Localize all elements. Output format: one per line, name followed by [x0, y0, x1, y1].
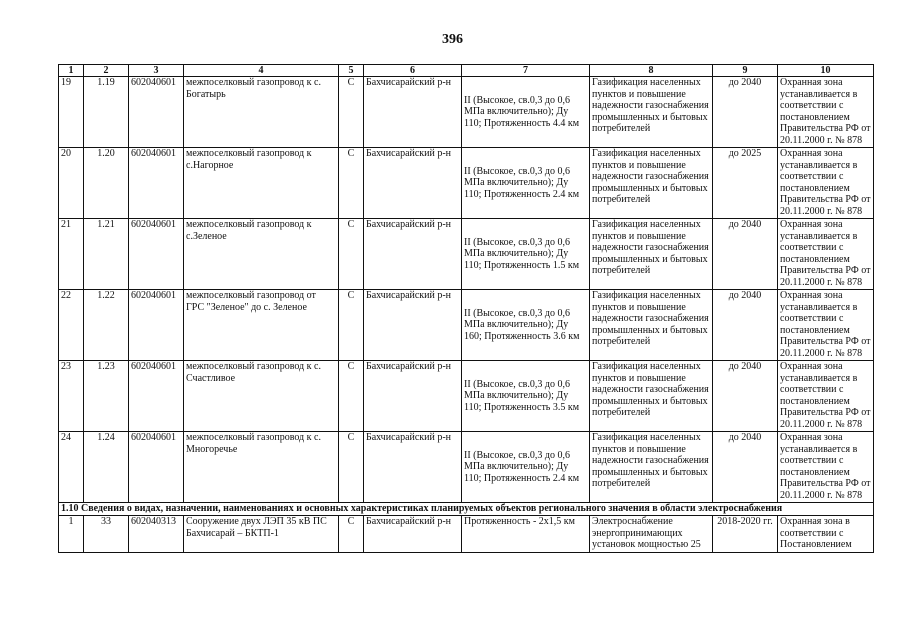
table-row — [59, 432, 874, 503]
object-purpose: Газификация населенных пунктов и повышение надежности газоснабжения промышленных и бытовых потребителей — [590, 290, 713, 361]
object-purpose: Газификация населенных пунктов и повышение надежности газоснабжения промышленных и бытовых потребителей — [590, 148, 713, 219]
object-status: С — [339, 290, 364, 361]
object-deadline: 2018-2020 гг. — [713, 516, 778, 553]
column-header: 5 — [339, 65, 364, 77]
object-purpose: Газификация населенных пунктов и повышение надежности газоснабжения промышленных и бытовых потребителей — [590, 219, 713, 290]
object-name: межпоселковый газопровод к с. Многоречье — [184, 432, 339, 503]
object-protection-zone: Охранная зона в соответствии с Постановлением — [778, 516, 874, 553]
object-deadline: до 2040 — [713, 361, 778, 432]
object-status: С — [339, 361, 364, 432]
table-row — [59, 148, 874, 219]
object-characteristics: II (Высокое, св.0,3 до 0,6 МПа включительно); Ду 110; Протяженность 4.4 км — [462, 77, 590, 148]
object-status: С — [339, 219, 364, 290]
header-row — [59, 65, 874, 77]
object-name: межпоселковый газопровод к с. Богатырь — [184, 77, 339, 148]
object-characteristics: II (Высокое, св.0,3 до 0,6 МПа включительно); Ду 160; Протяженность 3.6 км — [462, 290, 590, 361]
item-index: 1.22 — [84, 290, 129, 361]
column-header: 2 — [84, 65, 129, 77]
object-name: Сооружение двух ЛЭП 35 кВ ПС Бахчисарай – БКТП-1 — [184, 516, 339, 553]
column-header: 4 — [184, 65, 339, 77]
row-number: 1 — [59, 516, 84, 553]
item-index: 33 — [84, 516, 129, 553]
table-row — [59, 219, 874, 290]
planning-table — [58, 64, 874, 553]
row-number: 21 — [59, 219, 84, 290]
object-deadline: до 2025 — [713, 148, 778, 219]
object-location: Бахчисарайский р-н — [364, 219, 462, 290]
object-purpose: Электроснабжение энергопринимающих установок мощностью 25 — [590, 516, 713, 553]
row-number: 19 — [59, 77, 84, 148]
row-number: 23 — [59, 361, 84, 432]
object-location: Бахчисарайский р-н — [364, 432, 462, 503]
page-number: 396 — [442, 32, 463, 47]
object-deadline: до 2040 — [713, 77, 778, 148]
object-purpose: Газификация населенных пунктов и повышение надежности газоснабжения промышленных и бытовых потребителей — [590, 77, 713, 148]
object-location: Бахчисарайский р-н — [364, 361, 462, 432]
object-characteristics: II (Высокое, св.0,3 до 0,6 МПа включительно); Ду 110; Протяженность 2.4 км — [462, 148, 590, 219]
object-location: Бахчисарайский р-н — [364, 290, 462, 361]
object-protection-zone: Охранная зона устанавливается в соответствии с постановлением Правительства РФ от 20.11.2000 г. № 878 — [778, 432, 874, 503]
object-code: 602040601 — [129, 290, 184, 361]
column-header: 10 — [778, 65, 874, 77]
object-name: межпоселковый газопровод к с. Счастливое — [184, 361, 339, 432]
table-row — [59, 516, 874, 553]
object-code: 602040601 — [129, 432, 184, 503]
object-status: С — [339, 148, 364, 219]
object-name: межпоселковый газопровод к с.Нагорное — [184, 148, 339, 219]
object-name: межпоселковый газопровод к с.Зеленое — [184, 219, 339, 290]
item-index: 1.20 — [84, 148, 129, 219]
object-status: С — [339, 516, 364, 553]
section-title: 1.10 Сведения о видах, назначении, наименованиях и основных характеристиках планируемых объектов регионального значения в области электроснабжения — [59, 503, 874, 516]
item-index: 1.24 — [84, 432, 129, 503]
item-index: 1.23 — [84, 361, 129, 432]
object-protection-zone: Охранная зона устанавливается в соответствии с постановлением Правительства РФ от 20.11.2000 г. № 878 — [778, 148, 874, 219]
object-purpose: Газификация населенных пунктов и повышение надежности газоснабжения промышленных и бытовых потребителей — [590, 361, 713, 432]
row-number: 20 — [59, 148, 84, 219]
item-index: 1.21 — [84, 219, 129, 290]
column-header: 3 — [129, 65, 184, 77]
column-header: 7 — [462, 65, 590, 77]
object-name: межпоселковый газопровод от ГРС "Зеленое" до с. Зеленое — [184, 290, 339, 361]
object-characteristics: II (Высокое, св.0,3 до 0,6 МПа включительно); Ду 110; Протяженность 3.5 км — [462, 361, 590, 432]
object-code: 602040601 — [129, 148, 184, 219]
object-protection-zone: Охранная зона устанавливается в соответствии с постановлением Правительства РФ от 20.11.2000 г. № 878 — [778, 361, 874, 432]
column-header: 8 — [590, 65, 713, 77]
row-number: 24 — [59, 432, 84, 503]
item-index: 1.19 — [84, 77, 129, 148]
object-protection-zone: Охранная зона устанавливается в соответствии с постановлением Правительства РФ от 20.11.2000 г. № 878 — [778, 219, 874, 290]
row-number: 22 — [59, 290, 84, 361]
object-characteristics: II (Высокое, св.0,3 до 0,6 МПа включительно); Ду 110; Протяженность 2.4 км — [462, 432, 590, 503]
table-row — [59, 290, 874, 361]
object-deadline: до 2040 — [713, 432, 778, 503]
object-code: 602040601 — [129, 361, 184, 432]
column-header: 9 — [713, 65, 778, 77]
table-row — [59, 361, 874, 432]
object-status: С — [339, 432, 364, 503]
object-code: 602040313 — [129, 516, 184, 553]
object-location: Бахчисарайский р-н — [364, 77, 462, 148]
object-protection-zone: Охранная зона устанавливается в соответствии с постановлением Правительства РФ от 20.11.2000 г. № 878 — [778, 77, 874, 148]
object-characteristics: II (Высокое, св.0,3 до 0,6 МПа включительно); Ду 110; Протяженность 1.5 км — [462, 219, 590, 290]
object-deadline: до 2040 — [713, 290, 778, 361]
section-heading-row — [59, 503, 874, 516]
object-code: 602040601 — [129, 77, 184, 148]
object-purpose: Газификация населенных пунктов и повышение надежности газоснабжения промышленных и бытовых потребителей — [590, 432, 713, 503]
object-location: Бахчисарайский р-н — [364, 516, 462, 553]
table-row — [59, 77, 874, 148]
object-status: С — [339, 77, 364, 148]
object-location: Бахчисарайский р-н — [364, 148, 462, 219]
column-header: 1 — [59, 65, 84, 77]
object-deadline: до 2040 — [713, 219, 778, 290]
object-characteristics: Протяженность - 2х1,5 км — [462, 516, 590, 553]
column-header: 6 — [364, 65, 462, 77]
object-code: 602040601 — [129, 219, 184, 290]
object-protection-zone: Охранная зона устанавливается в соответствии с постановлением Правительства РФ от 20.11.2000 г. № 878 — [778, 290, 874, 361]
